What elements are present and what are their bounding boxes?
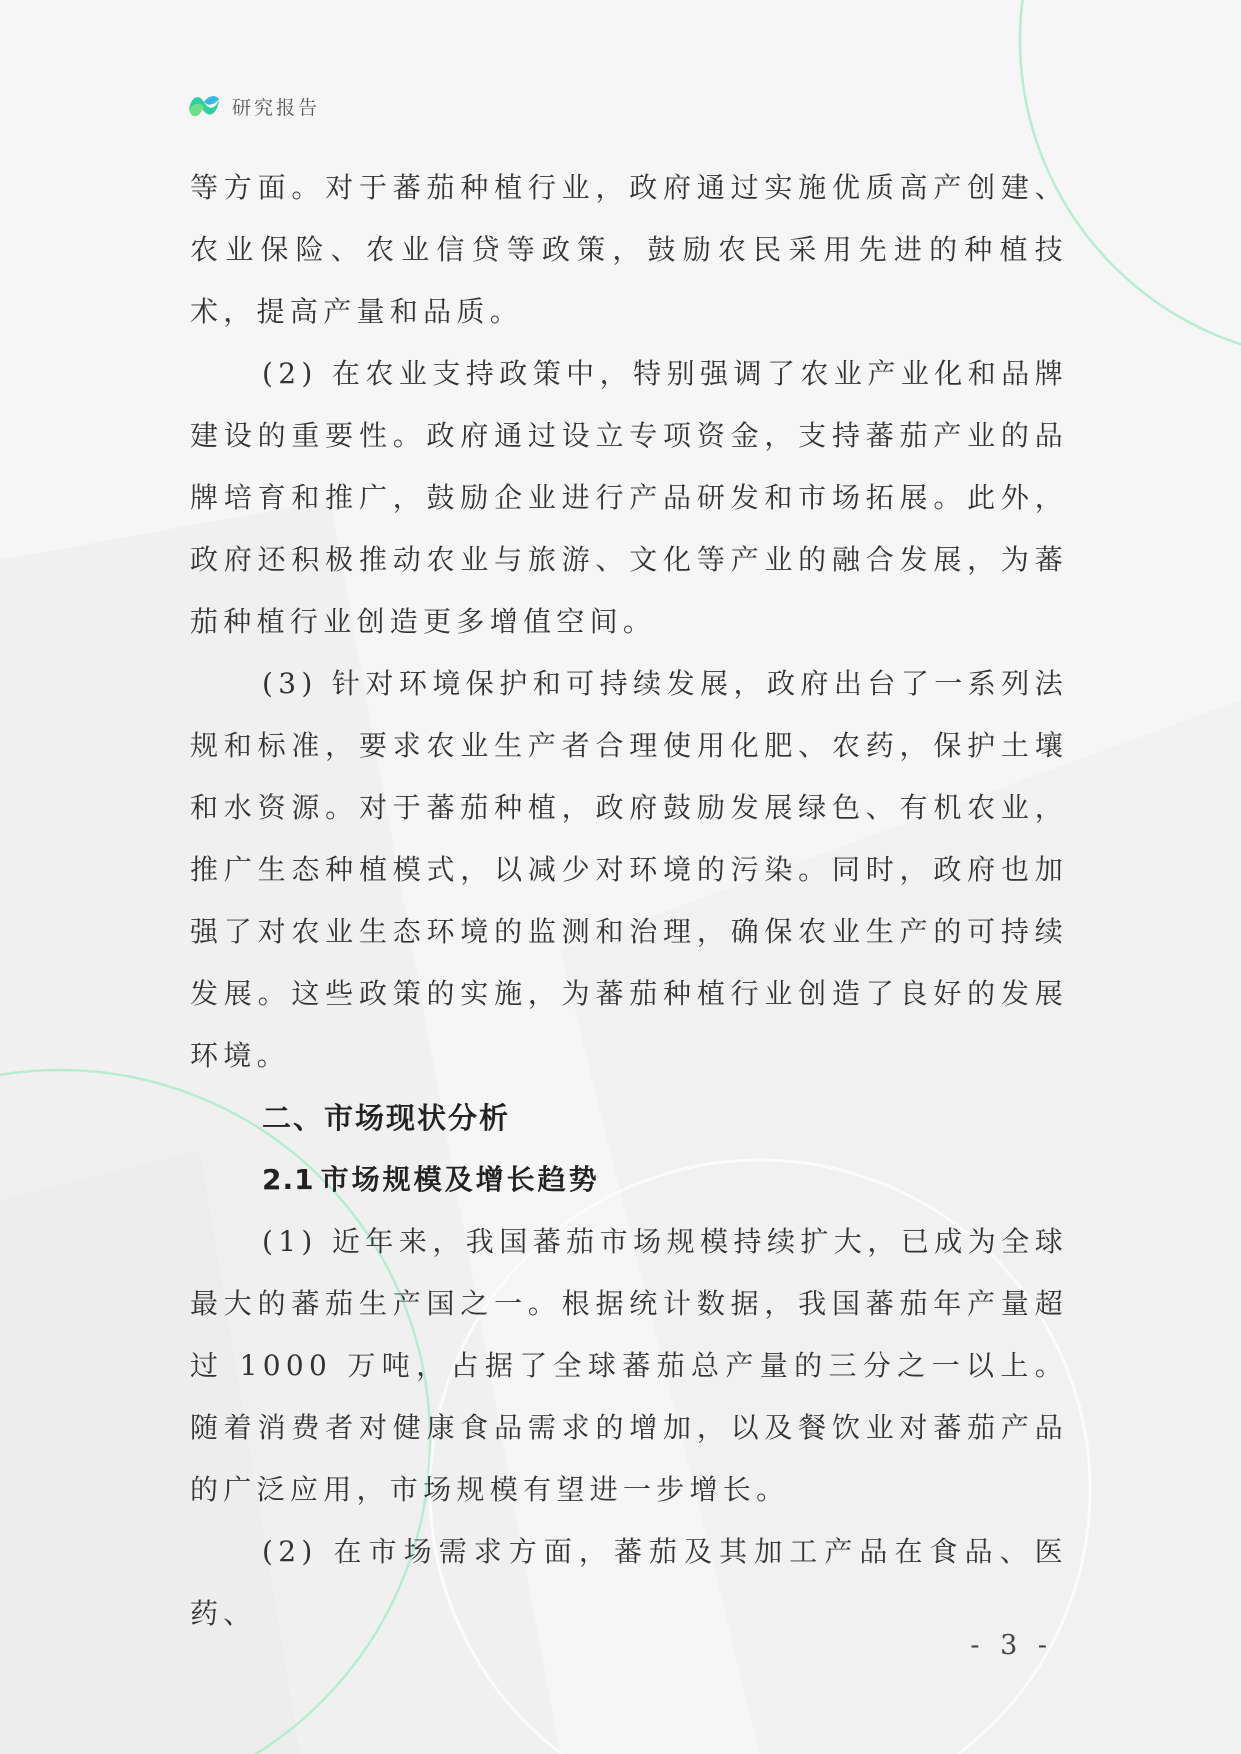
paragraph-policy-continued: 等方面。对于蕃茄种植行业，政府通过实施优质高产创建、农业保险、农业信贷等政策，鼓励农民采用先进的种植技术，提高产量和品质。 <box>190 171 1068 328</box>
paragraph-policy-2: (2) 在农业支持政策中，特别强调了农业产业化和品牌建设的重要性。政府通过设立专项资金，支持蕃茄产业的品牌培育和推广，鼓励企业进行产品研发和市场拓展。此外，政府还积极推动农业与旅游、文化等产业的融合发展，为蕃茄种植行业创造更多增值空间。 <box>190 357 1068 638</box>
paragraph-market-1: (1) 近年来，我国蕃茄市场规模持续扩大，已成为全球最大的蕃茄生产国之一。根据统计数据，我国蕃茄年产量超过 1000 万吨，占据了全球蕃茄总产量的三分之一以上。随着消费者对健康食品需求的增加，以及餐饮业对蕃茄产品的广泛应用，市场规模有望进一步增长。 <box>190 1225 1068 1506</box>
logo-icon <box>186 88 222 124</box>
subsection-title: 市场规模及增长趋势 <box>320 1163 600 1196</box>
subsection-number: 2.1 <box>262 1163 315 1196</box>
header-title: 研究报告 <box>232 96 321 119</box>
paragraph-market-2: (2) 在市场需求方面，蕃茄及其加工产品在食品、医药、 <box>190 1535 1068 1630</box>
subsection-heading <box>190 1149 1068 1211</box>
report-header <box>186 88 320 124</box>
page-number: - 3 - <box>970 1630 1053 1661</box>
paragraph-policy-3: (3) 针对环境保护和可持续发展，政府出台了一系列法规和标准，要求农业生产者合理使用化肥、农药，保护土壤和水资源。对于蕃茄种植，政府鼓励发展绿色、有机农业，推广生态种植模式，以减少对环境的污染。同时，政府也加强了对农业生态环境的监测和治理，确保农业生产的可持续发展。这些政策的实施，为蕃茄种植行业创造了良好的发展环境。 <box>190 667 1068 1072</box>
section-heading: 二、市场现状分析 <box>262 1101 511 1135</box>
document-body <box>190 157 1068 1645</box>
